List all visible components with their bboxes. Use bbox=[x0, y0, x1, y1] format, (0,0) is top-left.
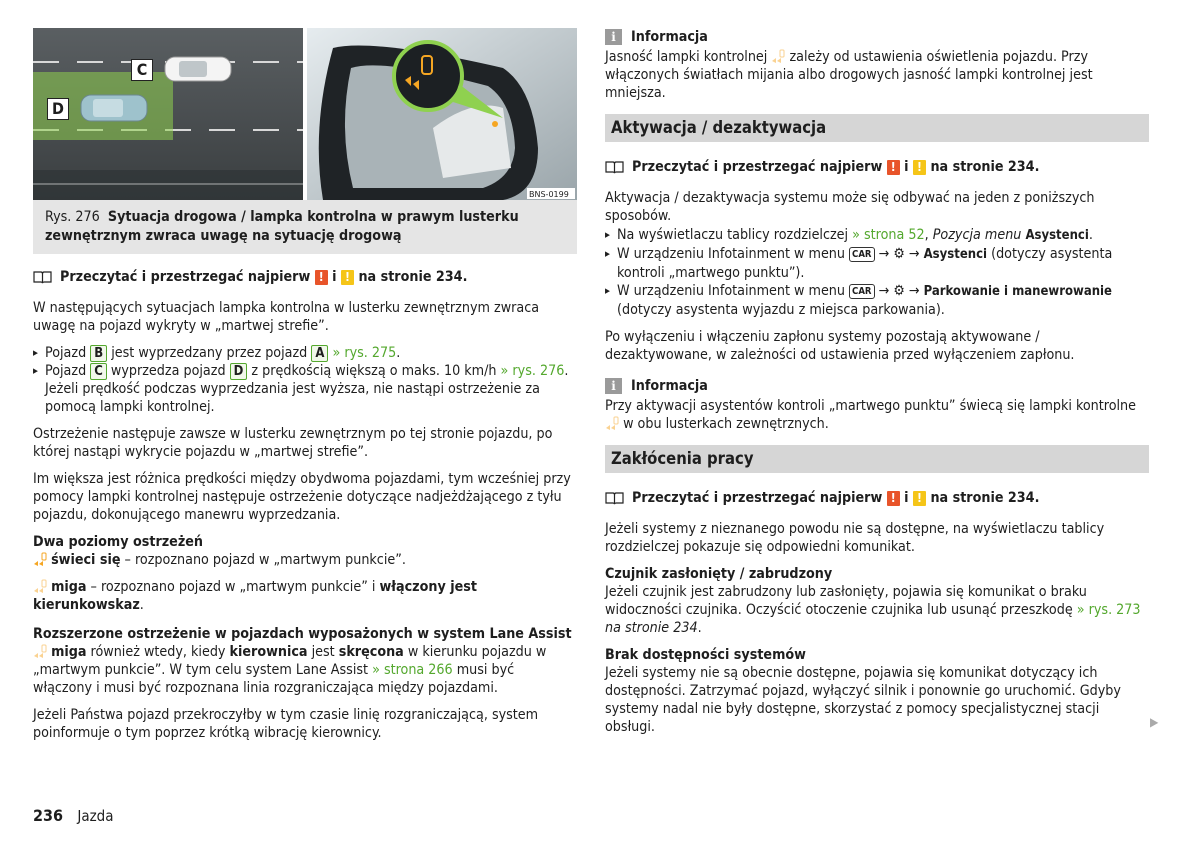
sensor-italic: na stronie 234 bbox=[605, 620, 698, 636]
link-page-52[interactable]: » strona 52 bbox=[852, 227, 925, 243]
bullet-c-post: z prędkością większą o maks. 10 km/h bbox=[251, 363, 497, 379]
read-first-notice bbox=[605, 158, 1149, 176]
bullet-infotainment-1 bbox=[605, 245, 1149, 282]
caption-text: Sytuacja drogowa / lampka kontrolna w prawym lusterku zewnętrznym zwraca uwagę na sytuację drogową bbox=[45, 209, 519, 244]
figure-caption bbox=[33, 200, 577, 254]
lane-t7: musi być włączony i musi być rozpoznana linia rozgraniczająca między pojazdami. bbox=[33, 662, 515, 696]
blind-spot-lamp-icon bbox=[605, 416, 619, 430]
bullet-info2-bold: Parkowanie i manewrowanie bbox=[923, 284, 1112, 299]
bullet-infotainment-2 bbox=[605, 282, 1149, 319]
paragraph-side: Ostrzeżenie następuje zawsze w lusterku zewnętrznym po tej stronie pojazdu, po której nastąpi wykrycie pojazdu w „martwej strefie”. bbox=[33, 426, 553, 460]
footer-section: Jazda bbox=[77, 807, 114, 825]
availability-title: Brak dostępności systemów bbox=[605, 647, 806, 663]
blind-spot-lamp-icon bbox=[33, 579, 47, 593]
paragraph-vibration: Jeżeli Państwa pojazd przekroczyłby w tym czasie linię rozgraniczającą, system poinformuje o tym poprzez krótką wibrację kierownicy. bbox=[33, 707, 539, 741]
lane-t5: skręcona bbox=[338, 644, 404, 660]
blind-spot-lamp-icon bbox=[33, 644, 47, 658]
bullet-b-pre: Pojazd bbox=[45, 345, 87, 361]
section-activation: Aktywacja / dezaktywacja bbox=[605, 114, 1149, 142]
lane-t3: kierownica bbox=[229, 644, 308, 660]
intro-paragraph: W następujących sytuacjach lampka kontrolna w lusterku zewnętrznym zwraca uwagę na pojazd wykryty w „martwej strefie”. bbox=[33, 300, 540, 334]
lane-t4: jest bbox=[307, 644, 339, 660]
sensor-body: Jeżeli czujnik jest zabrudzony lub zasłonięty, pojawia się komunikat o braku widoczności czujnika. Oczyścić otoczenie czujnika lub usunąć przeszkodę bbox=[605, 584, 1087, 618]
warning-red-icon: ! bbox=[315, 270, 328, 285]
blind-spot-lamp-icon bbox=[33, 552, 47, 566]
read-first-post: na stronie 234. bbox=[930, 490, 1040, 506]
read-first-notice bbox=[605, 489, 1149, 507]
left-column bbox=[33, 28, 577, 751]
label-d: D bbox=[47, 98, 69, 120]
read-first-and: i bbox=[904, 159, 909, 175]
info-heading-1 bbox=[605, 28, 1149, 46]
info-icon: i bbox=[605, 378, 622, 394]
level-2-mid: – rozpoznano pojazd w „martwym punkcie” i bbox=[86, 579, 380, 595]
book-icon bbox=[605, 161, 624, 174]
bullet-vehicle-c bbox=[33, 362, 577, 416]
bullet-c-pre: Pojazd bbox=[45, 363, 87, 379]
section-malfunctions: Zakłócenia pracy bbox=[605, 445, 1149, 473]
book-icon bbox=[605, 492, 624, 505]
letter-d: D bbox=[230, 363, 248, 380]
book-icon bbox=[33, 271, 52, 284]
car-d-icon bbox=[81, 95, 147, 121]
sensor-end: . bbox=[697, 620, 702, 636]
image-code: BNS-0199 bbox=[529, 190, 569, 199]
read-first-pre: Przeczytać i przestrzegać najpierw bbox=[632, 159, 883, 175]
levels-title: Dwa poziomy ostrzeżeń bbox=[33, 534, 204, 550]
read-first-and: i bbox=[332, 269, 337, 285]
read-first-post: na stronie 234. bbox=[930, 159, 1040, 175]
car-menu-icon: CAR bbox=[849, 284, 874, 299]
page-footer bbox=[33, 806, 114, 825]
sensor-text bbox=[605, 583, 1149, 637]
car-c-icon bbox=[165, 57, 231, 81]
info2-pre: Przy aktywacji asystentów kontroli „martwego punktu” świecą się lampki kontrolne bbox=[605, 398, 1136, 414]
info-title-2: Informacja bbox=[631, 378, 708, 394]
bullet-display-pre: Na wyświetlaczu tablicy rozdzielczej bbox=[617, 227, 853, 243]
bullet-c-rest: . Jeżeli prędkość podczas wyprzedzania jest wyższa, nie nastąpi ostrzeżenie za pomocą lampki kontrolnej. bbox=[45, 363, 569, 415]
availability-text: Jeżeli systemy nie są obecnie dostępne, pojawia się komunikat dotyczący ich dostępności. Zatrzymać pojazd, wyłączyć silnik i ponownie go uruchomić. Gdyby systemy nadal nie były dostępne, skorzystać z pomocy specjalistycznej stacji obsługi. bbox=[605, 665, 1121, 735]
bullet-display bbox=[605, 226, 1149, 245]
continue-arrow-icon: ▶ bbox=[1150, 715, 1159, 729]
bullet-display-italic: Pozycja menu bbox=[932, 227, 1022, 243]
bullet-c-mid: wyprzedza pojazd bbox=[110, 363, 226, 379]
bullet-info2-end: (dotyczy asystenta wyjazdu z miejsca parkowania). bbox=[617, 302, 945, 318]
read-first-pre: Przeczytać i przestrzegać najpierw bbox=[60, 269, 311, 285]
page-number: 236 bbox=[33, 806, 64, 825]
lane-t6: w kierunku pojazdu w „martwym punkcie”. W tym celu system Lane Assist bbox=[33, 644, 547, 678]
caption-prefix: Rys. 276 bbox=[45, 209, 100, 225]
car-menu-icon: CAR bbox=[849, 247, 874, 262]
letter-a: A bbox=[311, 345, 328, 362]
info2-post: w obu lusterkach zewnętrznych. bbox=[623, 416, 829, 432]
bullet-display-end: . bbox=[1088, 227, 1093, 243]
bullet-b-post: . bbox=[396, 345, 401, 361]
read-first-and: i bbox=[904, 490, 909, 506]
info-heading-2 bbox=[605, 377, 1149, 395]
figure-illustration bbox=[33, 28, 577, 200]
arrow: → bbox=[908, 283, 920, 299]
lane-t1: miga bbox=[51, 644, 87, 660]
info-text-1 bbox=[605, 48, 1149, 102]
info-icon: i bbox=[605, 29, 622, 45]
blind-spot-lamp-icon bbox=[771, 49, 785, 63]
bullet-info1-end: (dotyczy asystenta kontroli „martwego punktu”). bbox=[617, 246, 1113, 281]
info1-pre: Jasność lampki kontrolnej bbox=[605, 49, 768, 65]
bullet-info1-pre: W urządzeniu Infotainment w menu bbox=[617, 246, 845, 262]
link-fig-276[interactable]: » rys. 276 bbox=[500, 363, 565, 379]
link-page-266[interactable]: » strona 266 bbox=[372, 662, 453, 678]
paragraph-speed: Im większa jest różnica prędkości między obydwoma pojazdami, tym wcześniej przy pomocy lampki kontrolnej następuje ostrzeżenie dotyczące nadjeżdżającego z tyłu pojazdu, dokonującego manewru wyprzedzania. bbox=[33, 471, 571, 523]
letter-c: C bbox=[90, 363, 107, 380]
link-fig-275[interactable]: » rys. 275 bbox=[332, 345, 397, 361]
info-text-2 bbox=[605, 397, 1149, 433]
lane-assist-text bbox=[33, 643, 577, 697]
activation-intro: Aktywacja / dezaktywacja systemu może się odbywać na jeden z poniższych sposobów. bbox=[605, 190, 1095, 224]
warning-red-icon: ! bbox=[887, 491, 900, 506]
level-2-bold: miga bbox=[51, 579, 87, 595]
arrow: → bbox=[878, 283, 890, 299]
bullet-b-mid: jest wyprzedzany przez pojazd bbox=[111, 345, 308, 361]
warning-yellow-icon: ! bbox=[913, 491, 926, 506]
level-1 bbox=[33, 551, 577, 569]
arrow: → bbox=[878, 246, 890, 262]
level-2-bold2: włączony jest kierunkowskaz bbox=[33, 579, 477, 613]
info1-post: zależy od ustawienia oświetlenia pojazdu. Przy włączonych światłach mijania albo drogowych jasność lampki kontrolnej jest mniejsza. bbox=[605, 49, 1093, 101]
figure-276 bbox=[33, 28, 577, 200]
info-title-1: Informacja bbox=[631, 29, 708, 45]
read-first-notice bbox=[33, 268, 577, 286]
lane-assist-title: Rozszerzone ostrzeżenie w pojazdach wyposażonych w system Lane Assist bbox=[33, 626, 572, 642]
warning-red-icon: ! bbox=[887, 160, 900, 175]
bullet-vehicle-b bbox=[33, 344, 577, 362]
letter-b: B bbox=[90, 345, 107, 362]
bullet-info2-pre: W urządzeniu Infotainment w menu bbox=[617, 283, 845, 299]
level-1-bold: świeci się bbox=[51, 552, 121, 568]
level-2-end: . bbox=[139, 597, 144, 613]
right-column bbox=[605, 28, 1149, 745]
level-1-rest: – rozpoznano pojazd w „martwym punkcie”. bbox=[120, 552, 406, 568]
warning-yellow-icon: ! bbox=[341, 270, 354, 285]
paragraph-ignition: Po wyłączeniu i włączeniu zapłonu systemy pozostają aktywowane / dezaktywowane, w zależności od ustawienia przed wyłączeniem zapłonu. bbox=[605, 329, 1075, 363]
level-2 bbox=[33, 578, 577, 614]
arrow: → bbox=[908, 246, 920, 262]
read-first-post: na stronie 234. bbox=[358, 269, 468, 285]
lane-t2: również wtedy, kiedy bbox=[86, 644, 230, 660]
read-first-pre: Przeczytać i przestrzegać najpierw bbox=[632, 490, 883, 506]
bullet-display-bold: Asystenci bbox=[1025, 228, 1089, 243]
warning-yellow-icon: ! bbox=[913, 160, 926, 175]
link-fig-273[interactable]: » rys. 273 bbox=[1076, 602, 1141, 618]
bullet-info1-bold: Asystenci bbox=[923, 247, 988, 262]
label-c: C bbox=[131, 59, 153, 81]
gear-icon: ⚙ bbox=[893, 246, 905, 262]
sensor-title: Czujnik zasłonięty / zabrudzony bbox=[605, 566, 833, 582]
bullet-display-mid: , bbox=[924, 227, 933, 243]
gear-icon: ⚙ bbox=[893, 283, 905, 299]
paragraph-unavailable: Jeżeli systemy z nieznanego powodu nie są dostępne, na wyświetlaczu tablicy rozdzielczej pokazuje się odpowiedni komunikat. bbox=[605, 521, 1105, 555]
